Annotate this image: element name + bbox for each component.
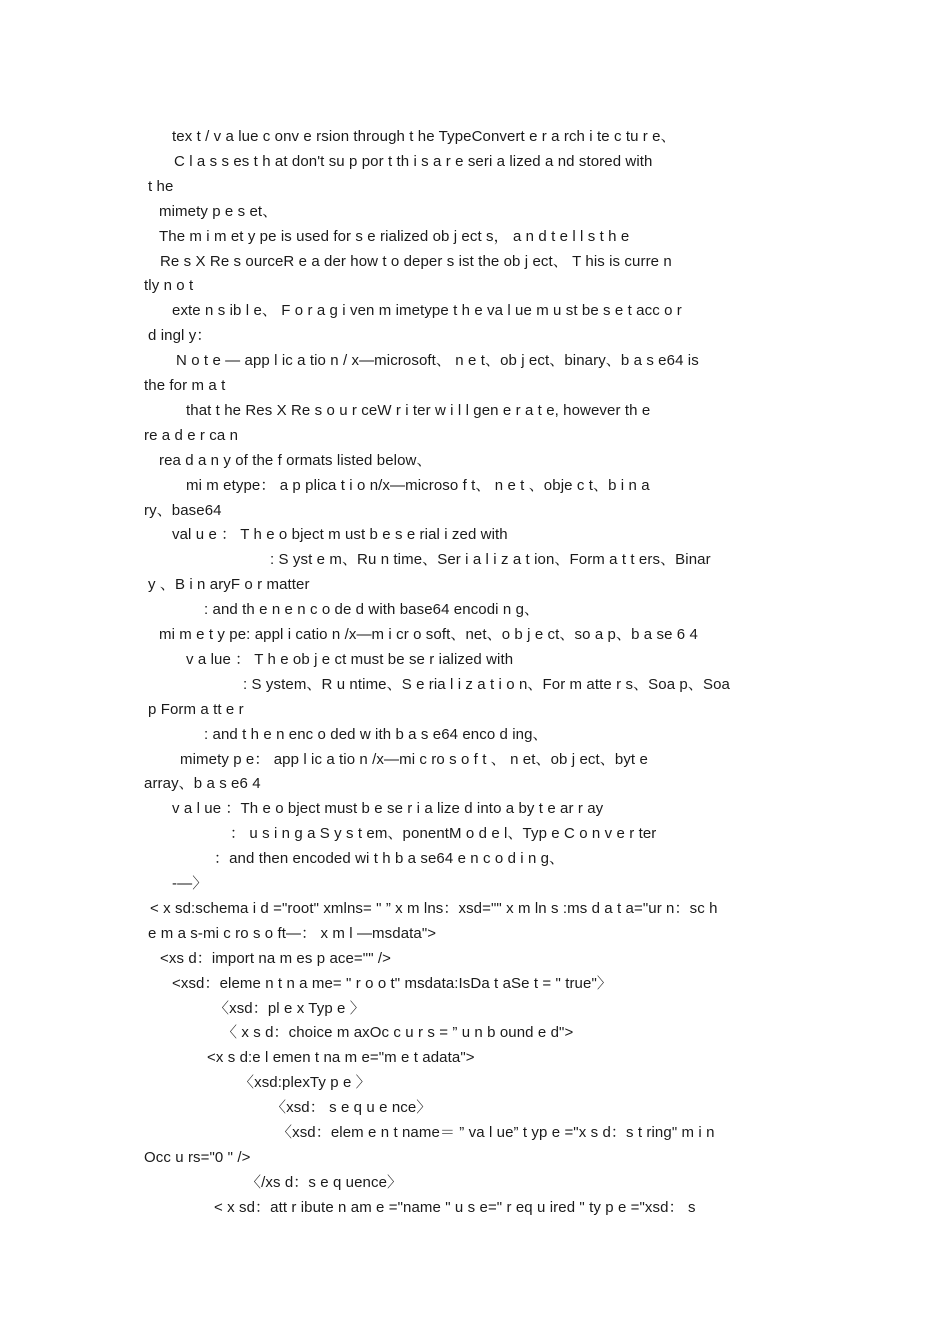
text-line: tly n o t: [144, 277, 194, 294]
text-line: 〈/xs d：s e q uence〉: [246, 1174, 403, 1191]
text-line: ： u s i n g a S y s t em、ponentM o d e l、Typ e C o n v e r ter: [230, 825, 657, 842]
text-line: ：and then encoded wi t h b a se64 e n c o d i n g、: [214, 850, 565, 867]
text-line: e m a s-mi c ro s o ft—： x m l —msdata">: [148, 925, 437, 942]
text-line: mi m e t y pe: appl i catio n /x—m i cr o soft、net、o b j e ct、so a p、b a se 6 4: [159, 626, 698, 643]
text-line: that t he Res X Re s o u r ceW r i ter w i l l gen e r a t e, however th e: [186, 402, 651, 419]
text-line: v a lue ： T h e ob j e ct must be se r ialized with: [186, 651, 514, 668]
text-line: : S yst e m、Ru n time、Ser i a l i z a t ion、Form a t t ers、Binar: [270, 551, 711, 568]
text-line: <x s d:e l emen t na m e="m e t adata">: [207, 1049, 475, 1066]
text-line: mimety p e： app l ic a tio n /x—mi c ro s o f t 、 n et、ob j ect、byt e: [180, 751, 648, 768]
text-line: < x sd:schema i d ="root" xmlns= " ” x m lns：xsd="" x m ln s :ms d a t a="ur n：sc h: [150, 900, 718, 917]
text-line: rea d a n y of the f ormats listed below、: [159, 452, 432, 469]
text-line: <xsd：eleme n t n a me= " r o o t" msdata:IsDa t aSe t = " true"〉: [172, 975, 612, 992]
text-line: ry、base64: [144, 502, 222, 519]
text-line: tex t / v a lue c onv e rsion through t he TypeConvert e r a rch i te c tu r e、: [172, 128, 676, 145]
text-line: 〈xsd:plexTy p e 〉: [239, 1074, 371, 1091]
text-line: -—〉: [172, 875, 208, 892]
text-line: the for m a t: [144, 377, 226, 394]
text-line: t he: [148, 178, 174, 195]
text-line: p Form a tt e r: [148, 701, 244, 718]
text-line: d ingl y：: [148, 327, 212, 344]
text-line: Re s X Re s ourceR e a der how t o deper s ist the ob j ect、 T his is curre n: [160, 253, 672, 270]
text-line: : S ystem、R u ntime、S e ria l i z a t i o n、For m atte r s、Soa p、Soa: [243, 676, 730, 693]
text-line: 〈xsd：elem e n t name＝ ” va l ue” t yp e ="x s d：s t ring" m i n: [277, 1124, 715, 1141]
text-line: re a d e r ca n: [144, 427, 239, 444]
text-line: val u e ： T h e o bject m ust b e s e rial i zed with: [172, 526, 508, 543]
text-line: array、b a s e6 4: [144, 775, 261, 792]
text-line: C l a s s es t h at don't su p por t th i s a r e seri a lized a nd stored with: [174, 153, 653, 170]
text-line: 〈xsd：pl e x Typ e 〉: [214, 1000, 365, 1017]
text-line: mimety p e s et、: [159, 203, 278, 220]
text-line: mi m etype： a p plica t i o n/x—microso f t、 n e t 、obje c t、b i n a: [186, 477, 650, 494]
text-line: < x sd：att r ibute n am e ="name " u s e=" r eq u ired " ty p e ="xsd： s: [214, 1199, 696, 1216]
text-line: The m i m et y pe is used for s e rialized ob j ect s， a n d t e l l s t h e: [159, 228, 630, 245]
text-line: exte n s ib l e、 F o r a g i ven m imetype t h e va l ue m u st be s e t acc o r: [172, 302, 682, 319]
text-line: : and t h e n enc o ded w ith b a s e64 enco d ing、: [204, 726, 548, 743]
text-line: v a l ue ：Th e o bject must b e se r i a lize d into a by t e ar r ay: [172, 800, 604, 817]
text-line: y 、B i n aryF o r matter: [148, 576, 310, 593]
text-line: 〈xsd： s e q u e nce〉: [271, 1099, 432, 1116]
text-line: Occ u rs="0 " />: [144, 1149, 251, 1166]
text-line: 〈 x s d：choice m axOc c u r s = ” u n b ound e d">: [222, 1024, 574, 1041]
text-line: : and th e n e n c o de d with base64 encodi n g、: [204, 601, 540, 618]
text-line: N o t e — app l ic a tio n / x—microsoft、 n e t、ob j ect、binary、b a s e64 is: [176, 352, 699, 369]
text-line: <xs d：import na m es p ace="" />: [160, 950, 392, 967]
